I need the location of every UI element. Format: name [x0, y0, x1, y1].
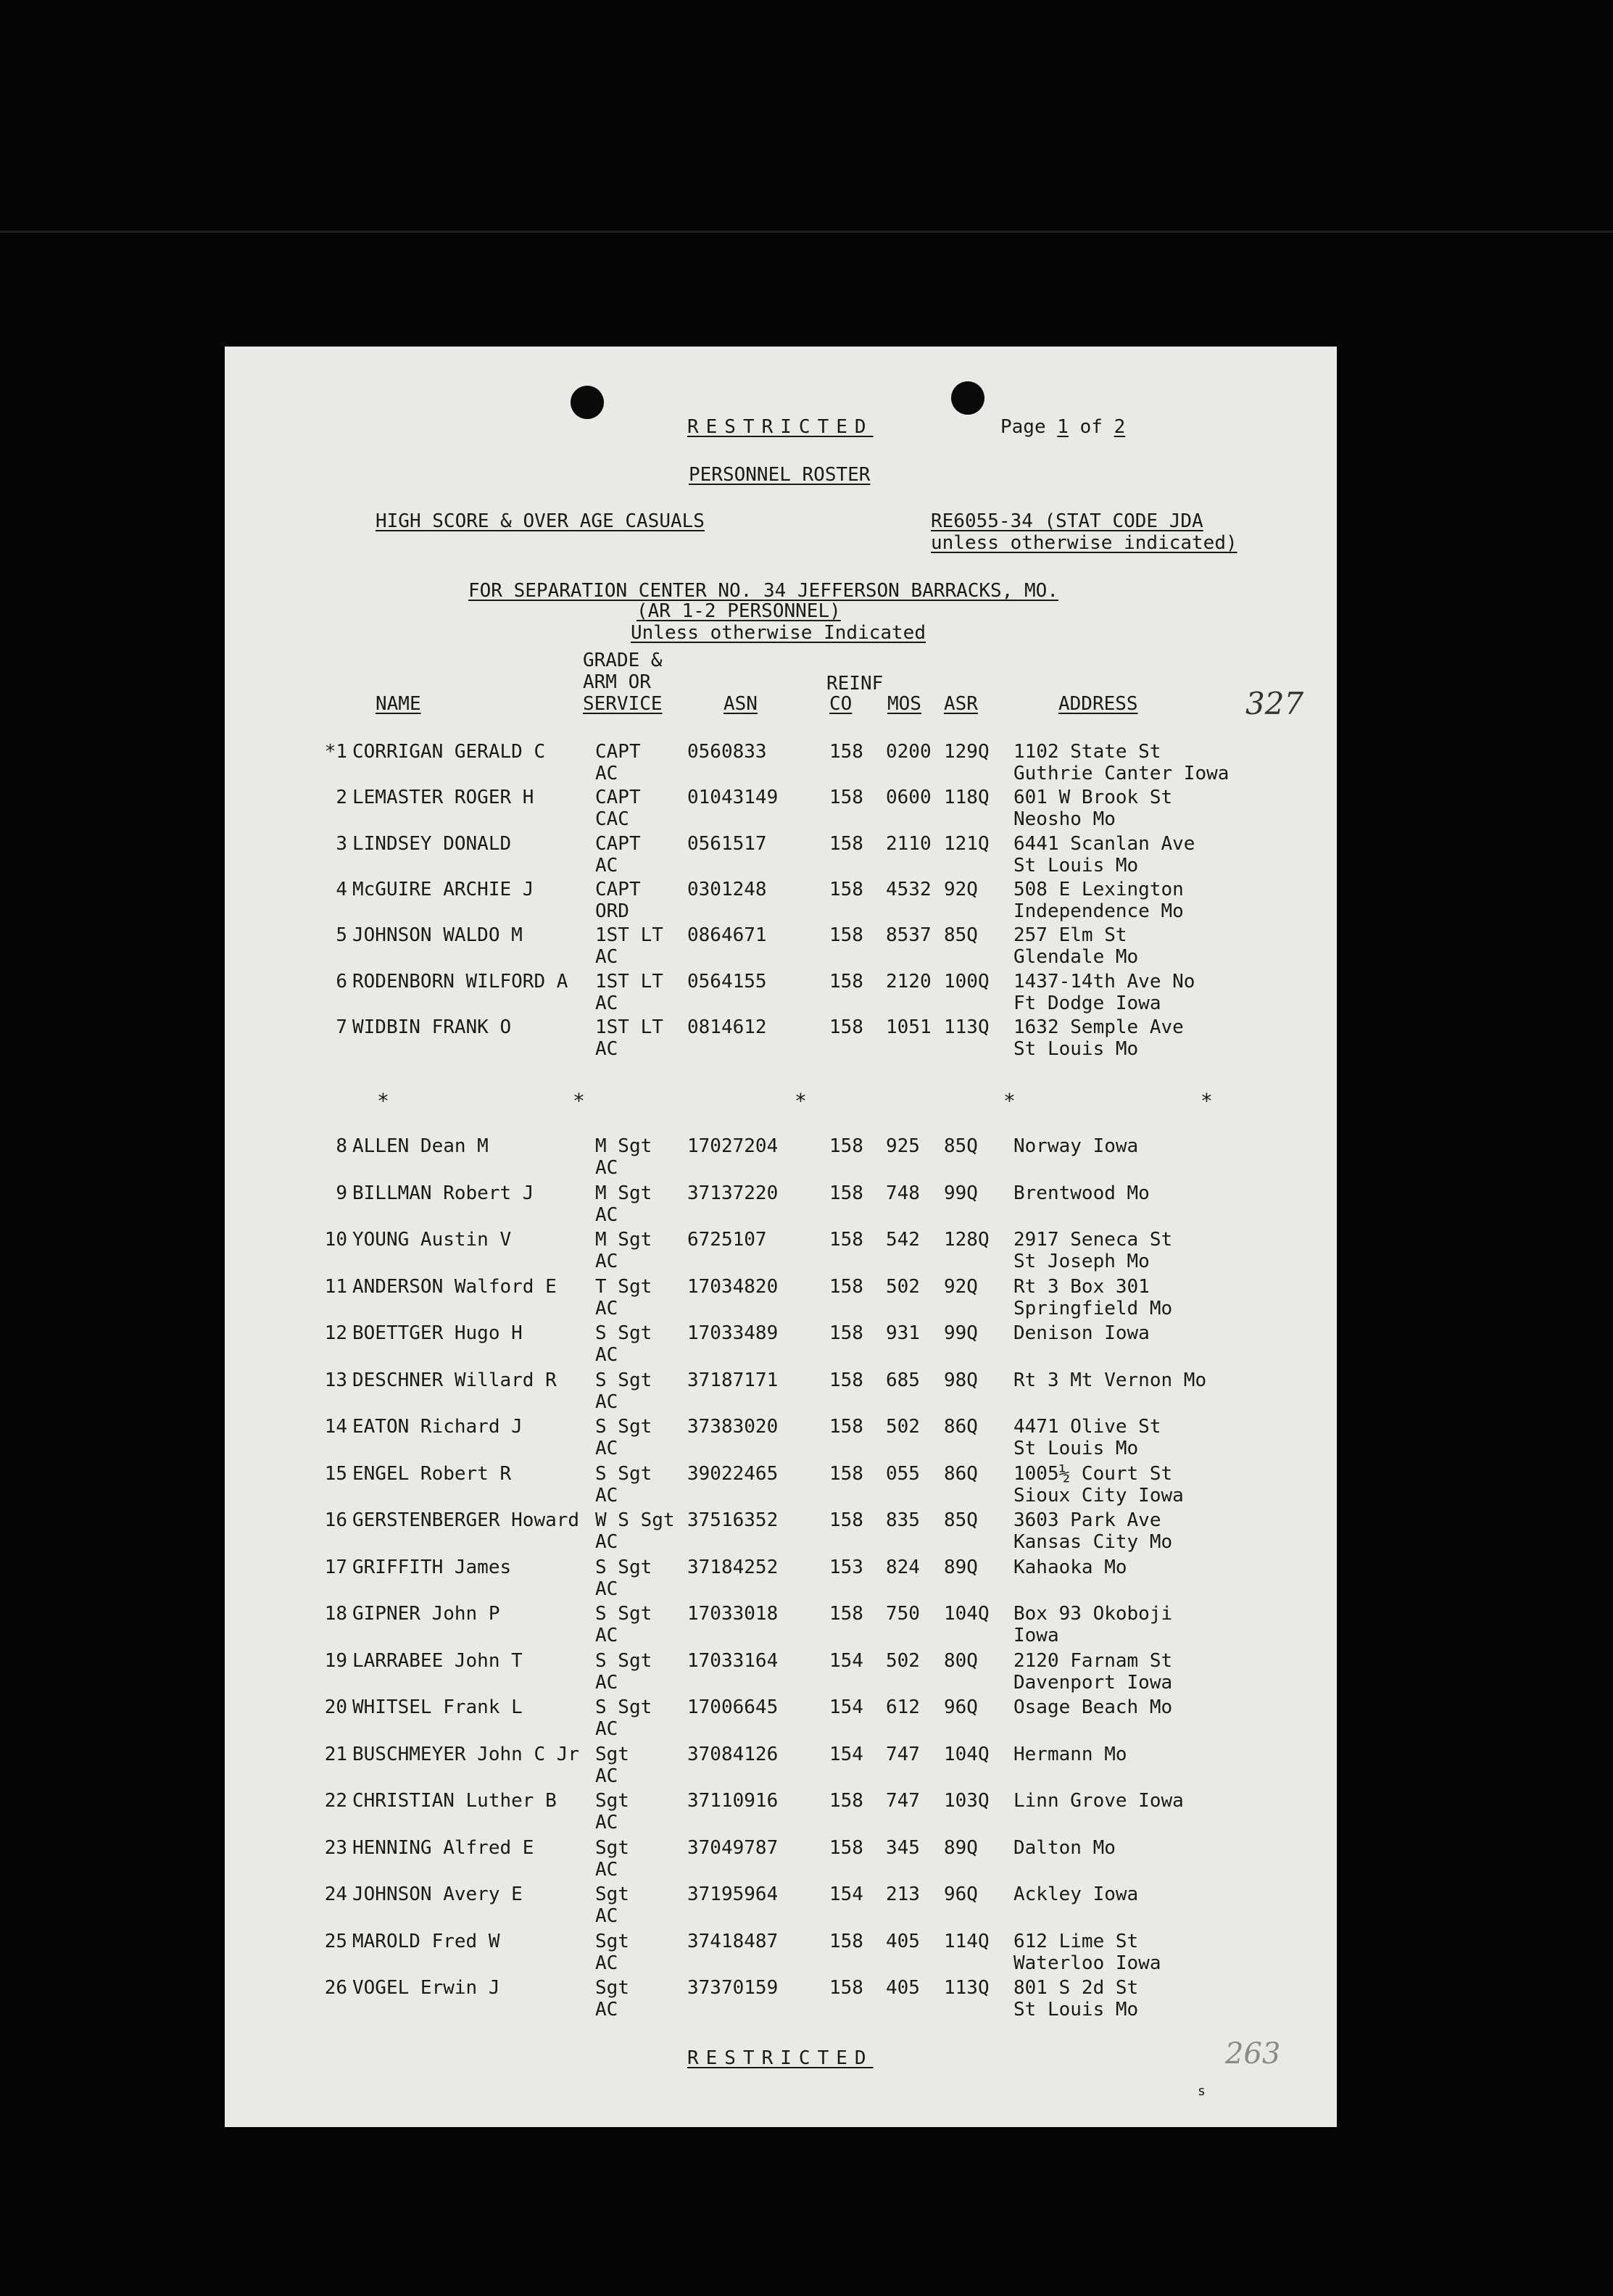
col-reinf-header: REINF	[826, 673, 884, 695]
separator-asterisk: *	[377, 1089, 389, 1113]
row-grade: S Sgt	[595, 1556, 652, 1578]
row-asn: 37383020	[687, 1416, 779, 1438]
row-co: 158	[829, 832, 863, 855]
row-number: 22	[324, 1790, 347, 1812]
classification-bottom: RESTRICTED	[687, 2047, 874, 2069]
row-name: CORRIGAN GERALD C	[352, 741, 546, 763]
row-asn: 39022465	[687, 1462, 779, 1485]
separator-asterisk: *	[1003, 1089, 1016, 1113]
row-mos: 213	[886, 1883, 920, 1905]
row-asr: 85Q	[944, 924, 978, 947]
row-arm: AC	[595, 1718, 618, 1740]
row-asr: 89Q	[944, 1836, 978, 1859]
row-name: LINDSEY DONALD	[352, 832, 512, 855]
row-asr: 98Q	[944, 1369, 978, 1391]
row-number: 4	[336, 878, 347, 900]
row-address-line-2: Iowa	[1013, 1625, 1059, 1646]
row-name: VOGEL Erwin J	[352, 1977, 500, 1999]
row-grade: 1ST LT	[595, 970, 663, 992]
row-asr: 113Q	[944, 1977, 990, 1999]
row-address-line-2: St Joseph Mo	[1013, 1251, 1150, 1272]
row-arm: AC	[595, 1812, 618, 1833]
row-co: 158	[829, 970, 863, 992]
row-arm: ORD	[595, 900, 629, 922]
row-arm: AC	[595, 992, 618, 1014]
row-grade: Sgt	[595, 1977, 629, 1999]
row-address-line-1: 508 E Lexington	[1013, 878, 1184, 900]
row-number: 17	[324, 1556, 347, 1578]
row-name: JOHNSON WALDO M	[352, 924, 523, 947]
page-number: 1	[1057, 416, 1069, 438]
row-co: 158	[829, 1603, 863, 1625]
row-name: McGUIRE ARCHIE J	[352, 878, 534, 900]
row-number: 20	[324, 1696, 347, 1718]
row-arm: AC	[595, 1484, 618, 1507]
row-number: 13	[324, 1369, 347, 1391]
row-arm: AC	[595, 1858, 618, 1881]
col-grade-line-1: GRADE &	[583, 650, 663, 671]
row-asr: 104Q	[944, 1603, 990, 1625]
separator-asterisk: *	[795, 1089, 807, 1113]
row-grade: Sgt	[595, 1930, 629, 1952]
separation-center-line: FOR SEPARATION CENTER NO. 34 JEFFERSON BARRACKS, MO.	[468, 580, 1058, 602]
row-grade: CAPT	[595, 787, 641, 809]
row-co: 154	[829, 1883, 863, 1905]
row-grade: S Sgt	[595, 1416, 652, 1438]
row-name: HENNING Alfred E	[352, 1836, 534, 1859]
row-address-line-2: St Louis Mo	[1013, 1438, 1139, 1459]
row-name: GRIFFITH James	[352, 1556, 512, 1578]
row-grade: S Sgt	[595, 1462, 652, 1485]
row-address-line-1: Brentwood Mo	[1013, 1182, 1150, 1204]
row-grade: Sgt	[595, 1790, 629, 1812]
row-address-line-1: 2917 Seneca St	[1013, 1229, 1173, 1251]
row-asn: 17033489	[687, 1322, 779, 1344]
page-of: of	[1079, 416, 1103, 438]
row-number: 7	[336, 1016, 347, 1038]
row-address-line-2: Davenport Iowa	[1013, 1671, 1173, 1694]
row-number: 12	[324, 1322, 347, 1344]
row-address-line-1: Box 93 Okoboji	[1013, 1603, 1173, 1625]
row-mos: 0600	[886, 787, 932, 809]
col-name-header: NAME	[376, 693, 421, 715]
row-number: *1	[324, 741, 347, 763]
row-number: 23	[324, 1836, 347, 1859]
row-address-line-1: 257 Elm St	[1013, 924, 1127, 947]
row-number: 24	[324, 1883, 347, 1905]
row-grade: S Sgt	[595, 1649, 652, 1672]
corner-mark: s	[1198, 2084, 1206, 2099]
row-asr: 118Q	[944, 787, 990, 809]
row-name: RODENBORN WILFORD A	[352, 970, 568, 992]
row-address-line-1: 1437-14th Ave No	[1013, 970, 1195, 992]
row-asr: 89Q	[944, 1556, 978, 1578]
row-name: WHITSEL Frank L	[352, 1696, 523, 1718]
row-number: 5	[336, 924, 347, 947]
row-asr: 80Q	[944, 1649, 978, 1672]
row-grade: S Sgt	[595, 1603, 652, 1625]
col-address-header: ADDRESS	[1058, 693, 1138, 715]
separator-asterisk: *	[1201, 1089, 1213, 1113]
row-arm: AC	[595, 1344, 618, 1366]
row-co: 158	[829, 1790, 863, 1812]
row-co: 158	[829, 1369, 863, 1391]
row-asr: 129Q	[944, 741, 990, 763]
row-asn: 0564155	[687, 970, 767, 992]
row-grade: M Sgt	[595, 1182, 652, 1204]
row-address-line-1: Hermann Mo	[1013, 1743, 1127, 1765]
row-asr: 114Q	[944, 1930, 990, 1952]
row-number: 2	[336, 787, 347, 809]
page-indicator	[1000, 416, 1125, 438]
row-grade: M Sgt	[595, 1229, 652, 1251]
row-arm: AC	[595, 1671, 618, 1694]
row-number: 9	[336, 1182, 347, 1204]
row-address-line-1: Osage Beach Mo	[1013, 1696, 1173, 1718]
row-arm: AC	[595, 1999, 618, 2021]
row-address-line-1: Denison Iowa	[1013, 1322, 1150, 1344]
row-name: ENGEL Robert R	[352, 1462, 512, 1485]
row-address-line-1: Ackley Iowa	[1013, 1883, 1139, 1905]
row-mos: 925	[886, 1135, 920, 1157]
row-mos: 502	[886, 1649, 920, 1672]
row-co: 158	[829, 1275, 863, 1298]
row-address-line-1: 1632 Semple Ave	[1013, 1016, 1184, 1038]
row-mos: 612	[886, 1696, 920, 1718]
row-name: JOHNSON Avery E	[352, 1883, 523, 1905]
row-co: 158	[829, 787, 863, 809]
row-asn: 0301248	[687, 878, 767, 900]
row-grade: S Sgt	[595, 1369, 652, 1391]
row-asr: 103Q	[944, 1790, 990, 1812]
row-asn: 0561517	[687, 832, 767, 855]
row-mos: 1051	[886, 1016, 932, 1038]
row-mos: 502	[886, 1416, 920, 1438]
col-mos-header: MOS	[887, 693, 921, 715]
row-mos: 502	[886, 1275, 920, 1298]
row-name: BILLMAN Robert J	[352, 1182, 534, 1204]
row-address-line-1: 1005½ Court St	[1013, 1462, 1173, 1485]
row-address-line-1: 612 Lime St	[1013, 1930, 1139, 1952]
row-name: EATON Richard J	[352, 1416, 523, 1438]
row-name: YOUNG Austin V	[352, 1229, 512, 1251]
row-mos: 747	[886, 1743, 920, 1765]
separator-asterisk: *	[573, 1089, 585, 1113]
row-address-line-1: 4471 Olive St	[1013, 1416, 1161, 1438]
row-mos: 824	[886, 1556, 920, 1578]
row-mos: 345	[886, 1836, 920, 1859]
row-asr: 96Q	[944, 1696, 978, 1718]
reference-line-2: unless otherwise indicated)	[931, 532, 1237, 554]
row-number: 15	[324, 1462, 347, 1485]
row-address-line-1: Linn Grove Iowa	[1013, 1790, 1184, 1812]
row-asn: 37137220	[687, 1182, 779, 1204]
row-number: 8	[336, 1135, 347, 1157]
row-asn: 0864671	[687, 924, 767, 947]
row-asr: 86Q	[944, 1416, 978, 1438]
row-mos: 835	[886, 1509, 920, 1531]
row-address-line-2: Neosho Mo	[1013, 808, 1116, 831]
row-asr: 99Q	[944, 1322, 978, 1344]
row-arm: AC	[595, 1952, 618, 1974]
classification-top: RESTRICTED	[687, 416, 874, 438]
row-address-line-2: Kansas City Mo	[1013, 1531, 1173, 1553]
row-grade: 1ST LT	[595, 924, 663, 947]
row-grade: M Sgt	[595, 1135, 652, 1157]
row-asr: 96Q	[944, 1883, 978, 1905]
row-number: 19	[324, 1649, 347, 1672]
row-co: 158	[829, 1182, 863, 1204]
row-number: 11	[324, 1275, 347, 1298]
row-address-line-1: Kahaoka Mo	[1013, 1556, 1127, 1578]
handwritten-number: 263	[1225, 2037, 1281, 2071]
row-asn: 37084126	[687, 1743, 779, 1765]
row-asn: 01043149	[687, 787, 779, 809]
row-arm: AC	[595, 1297, 618, 1319]
row-asn: 17027204	[687, 1135, 779, 1157]
row-grade: Sgt	[595, 1883, 629, 1905]
row-asn: 37370159	[687, 1977, 779, 1999]
row-asn: 37184252	[687, 1556, 779, 1578]
row-mos: 2110	[886, 832, 932, 855]
row-grade: Sgt	[595, 1836, 629, 1859]
row-co: 158	[829, 1229, 863, 1251]
row-name: MAROLD Fred W	[352, 1930, 500, 1952]
row-mos: 405	[886, 1930, 920, 1952]
row-address-line-1: Dalton Mo	[1013, 1836, 1116, 1859]
row-grade: CAPT	[595, 832, 641, 855]
row-mos: 2120	[886, 970, 932, 992]
row-co: 158	[829, 1016, 863, 1038]
col-grade-line-3: SERVICE	[583, 693, 663, 715]
row-grade: CAPT	[595, 878, 641, 900]
row-asr: 99Q	[944, 1182, 978, 1204]
row-name: GERSTENBERGER Howard	[352, 1509, 580, 1531]
row-co: 154	[829, 1696, 863, 1718]
row-asn: 17033164	[687, 1649, 779, 1672]
row-co: 158	[829, 741, 863, 763]
row-address-line-2: Guthrie Canter Iowa	[1013, 763, 1230, 784]
row-address-line-1: Norway Iowa	[1013, 1135, 1139, 1157]
row-address-line-2: Waterloo Iowa	[1013, 1952, 1161, 1974]
row-arm: AC	[595, 1037, 618, 1060]
row-mos: 931	[886, 1322, 920, 1344]
row-arm: AC	[595, 1905, 618, 1927]
row-co: 158	[829, 924, 863, 947]
row-asn: 17033018	[687, 1603, 779, 1625]
row-arm: AC	[595, 763, 618, 784]
row-grade: W S Sgt	[595, 1509, 675, 1531]
row-address-line-1: Rt 3 Mt Vernon Mo	[1013, 1369, 1207, 1391]
row-name: WIDBIN FRANK O	[352, 1016, 512, 1038]
row-asn: 37418487	[687, 1930, 779, 1952]
row-co: 154	[829, 1743, 863, 1765]
row-number: 16	[324, 1509, 347, 1531]
row-number: 14	[324, 1416, 347, 1438]
row-arm: AC	[595, 1391, 618, 1413]
row-mos: 055	[886, 1462, 920, 1485]
row-address-line-1: 2120 Farnam St	[1013, 1649, 1173, 1672]
row-number: 18	[324, 1603, 347, 1625]
row-asr: 121Q	[944, 832, 990, 855]
row-asr: 100Q	[944, 970, 990, 992]
row-mos: 405	[886, 1977, 920, 1999]
row-name: LEMASTER ROGER H	[352, 787, 534, 809]
row-asr: 104Q	[944, 1743, 990, 1765]
row-address-line-2: St Louis Mo	[1013, 1999, 1139, 2021]
row-arm: AC	[595, 1765, 618, 1787]
row-arm: AC	[595, 1438, 618, 1459]
row-mos: 4532	[886, 878, 932, 900]
row-arm: AC	[595, 854, 618, 876]
row-co: 158	[829, 1977, 863, 1999]
row-arm: AC	[595, 1203, 618, 1226]
row-co: 158	[829, 1836, 863, 1859]
row-mos: 747	[886, 1790, 920, 1812]
row-arm: AC	[595, 946, 618, 969]
roster-page	[225, 347, 1337, 2127]
row-mos: 0200	[886, 741, 932, 763]
row-grade: CAPT	[595, 741, 641, 763]
row-address-line-1: 601 W Brook St	[1013, 787, 1173, 809]
row-address-line-1: Rt 3 Box 301	[1013, 1275, 1150, 1298]
row-mos: 8537	[886, 924, 932, 947]
row-asn: 6725107	[687, 1229, 767, 1251]
row-grade: Sgt	[595, 1743, 629, 1765]
row-mos: 750	[886, 1603, 920, 1625]
row-asn: 37187171	[687, 1369, 779, 1391]
row-co: 158	[829, 1135, 863, 1157]
row-arm: AC	[595, 1578, 618, 1600]
row-name: CHRISTIAN Luther B	[352, 1790, 557, 1812]
row-name: BOETTGER Hugo H	[352, 1322, 523, 1344]
row-asn: 37195964	[687, 1883, 779, 1905]
scan-edge-line	[0, 231, 1613, 233]
row-asr: 92Q	[944, 1275, 978, 1298]
page-total: 2	[1114, 416, 1126, 438]
row-number: 6	[336, 970, 347, 992]
row-asr: 128Q	[944, 1229, 990, 1251]
reference-line-1: RE6055-34 (STAT CODE JDA	[931, 510, 1203, 532]
row-name: ANDERSON Walford E	[352, 1275, 557, 1298]
row-number: 21	[324, 1743, 347, 1765]
row-arm: AC	[595, 1251, 618, 1272]
ar-personnel-line: (AR 1-2 PERSONNEL)	[637, 600, 841, 622]
row-mos: 542	[886, 1229, 920, 1251]
row-asr: 85Q	[944, 1509, 978, 1531]
row-name: LARRABEE John T	[352, 1649, 523, 1672]
row-asr: 113Q	[944, 1016, 990, 1038]
row-address-line-1: 3603 Park Ave	[1013, 1509, 1161, 1531]
row-co: 158	[829, 1930, 863, 1952]
unless-indicated-line: Unless otherwise Indicated	[631, 622, 926, 644]
row-number: 26	[324, 1977, 347, 1999]
col-co-header: CO	[829, 693, 853, 715]
row-asn: 17034820	[687, 1275, 779, 1298]
row-arm: CAC	[595, 808, 629, 831]
row-name: DESCHNER Willard R	[352, 1369, 557, 1391]
row-co: 158	[829, 1416, 863, 1438]
row-grade: T Sgt	[595, 1275, 652, 1298]
row-asn: 17006645	[687, 1696, 779, 1718]
row-co: 158	[829, 1509, 863, 1531]
row-mos: 748	[886, 1182, 920, 1204]
row-address-line-1: 1102 State St	[1013, 741, 1161, 763]
row-arm: AC	[595, 1531, 618, 1553]
row-number: 3	[336, 832, 347, 855]
col-grade-line-2: ARM OR	[583, 671, 651, 693]
col-asn-header: ASN	[723, 693, 758, 715]
row-asn: 37049787	[687, 1836, 779, 1859]
row-number: 25	[324, 1930, 347, 1952]
row-asn: 0814612	[687, 1016, 767, 1038]
row-asn: 37110916	[687, 1790, 779, 1812]
row-asr: 85Q	[944, 1135, 978, 1157]
row-grade: S Sgt	[595, 1322, 652, 1344]
row-address-line-2: St Louis Mo	[1013, 854, 1139, 876]
row-arm: AC	[595, 1625, 618, 1646]
row-asr: 86Q	[944, 1462, 978, 1485]
row-co: 154	[829, 1649, 863, 1672]
row-address-line-2: St Louis Mo	[1013, 1037, 1139, 1060]
document-subtitle: HIGH SCORE & OVER AGE CASUALS	[376, 510, 705, 532]
row-address-line-2: Glendale Mo	[1013, 946, 1139, 969]
row-mos: 685	[886, 1369, 920, 1391]
row-address-line-1: 801 S 2d St	[1013, 1977, 1139, 1999]
row-co: 158	[829, 1322, 863, 1344]
row-co: 158	[829, 1462, 863, 1485]
row-asr: 92Q	[944, 878, 978, 900]
punch-hole-left	[571, 386, 604, 419]
row-co: 153	[829, 1556, 863, 1578]
row-co: 158	[829, 878, 863, 900]
row-name: GIPNER John P	[352, 1603, 500, 1625]
row-name: BUSCHMEYER John C Jr	[352, 1743, 580, 1765]
col-asr-header: ASR	[944, 693, 978, 715]
row-grade: 1ST LT	[595, 1016, 663, 1038]
stamp-number: 327	[1245, 686, 1304, 721]
row-number: 10	[324, 1229, 347, 1251]
row-address-line-2: Springfield Mo	[1013, 1297, 1173, 1319]
row-name: ALLEN Dean M	[352, 1135, 489, 1157]
row-address-line-2: Independence Mo	[1013, 900, 1184, 922]
row-grade: S Sgt	[595, 1696, 652, 1718]
row-asn: 0560833	[687, 741, 767, 763]
row-asn: 37516352	[687, 1509, 779, 1531]
row-address-line-2: Ft Dodge Iowa	[1013, 992, 1161, 1014]
document-title: PERSONNEL ROSTER	[689, 464, 871, 486]
row-arm: AC	[595, 1157, 618, 1179]
row-address-line-1: 6441 Scanlan Ave	[1013, 832, 1195, 855]
punch-hole-right	[951, 381, 984, 415]
row-address-line-2: Sioux City Iowa	[1013, 1484, 1184, 1507]
page-label: Page	[1000, 416, 1046, 438]
